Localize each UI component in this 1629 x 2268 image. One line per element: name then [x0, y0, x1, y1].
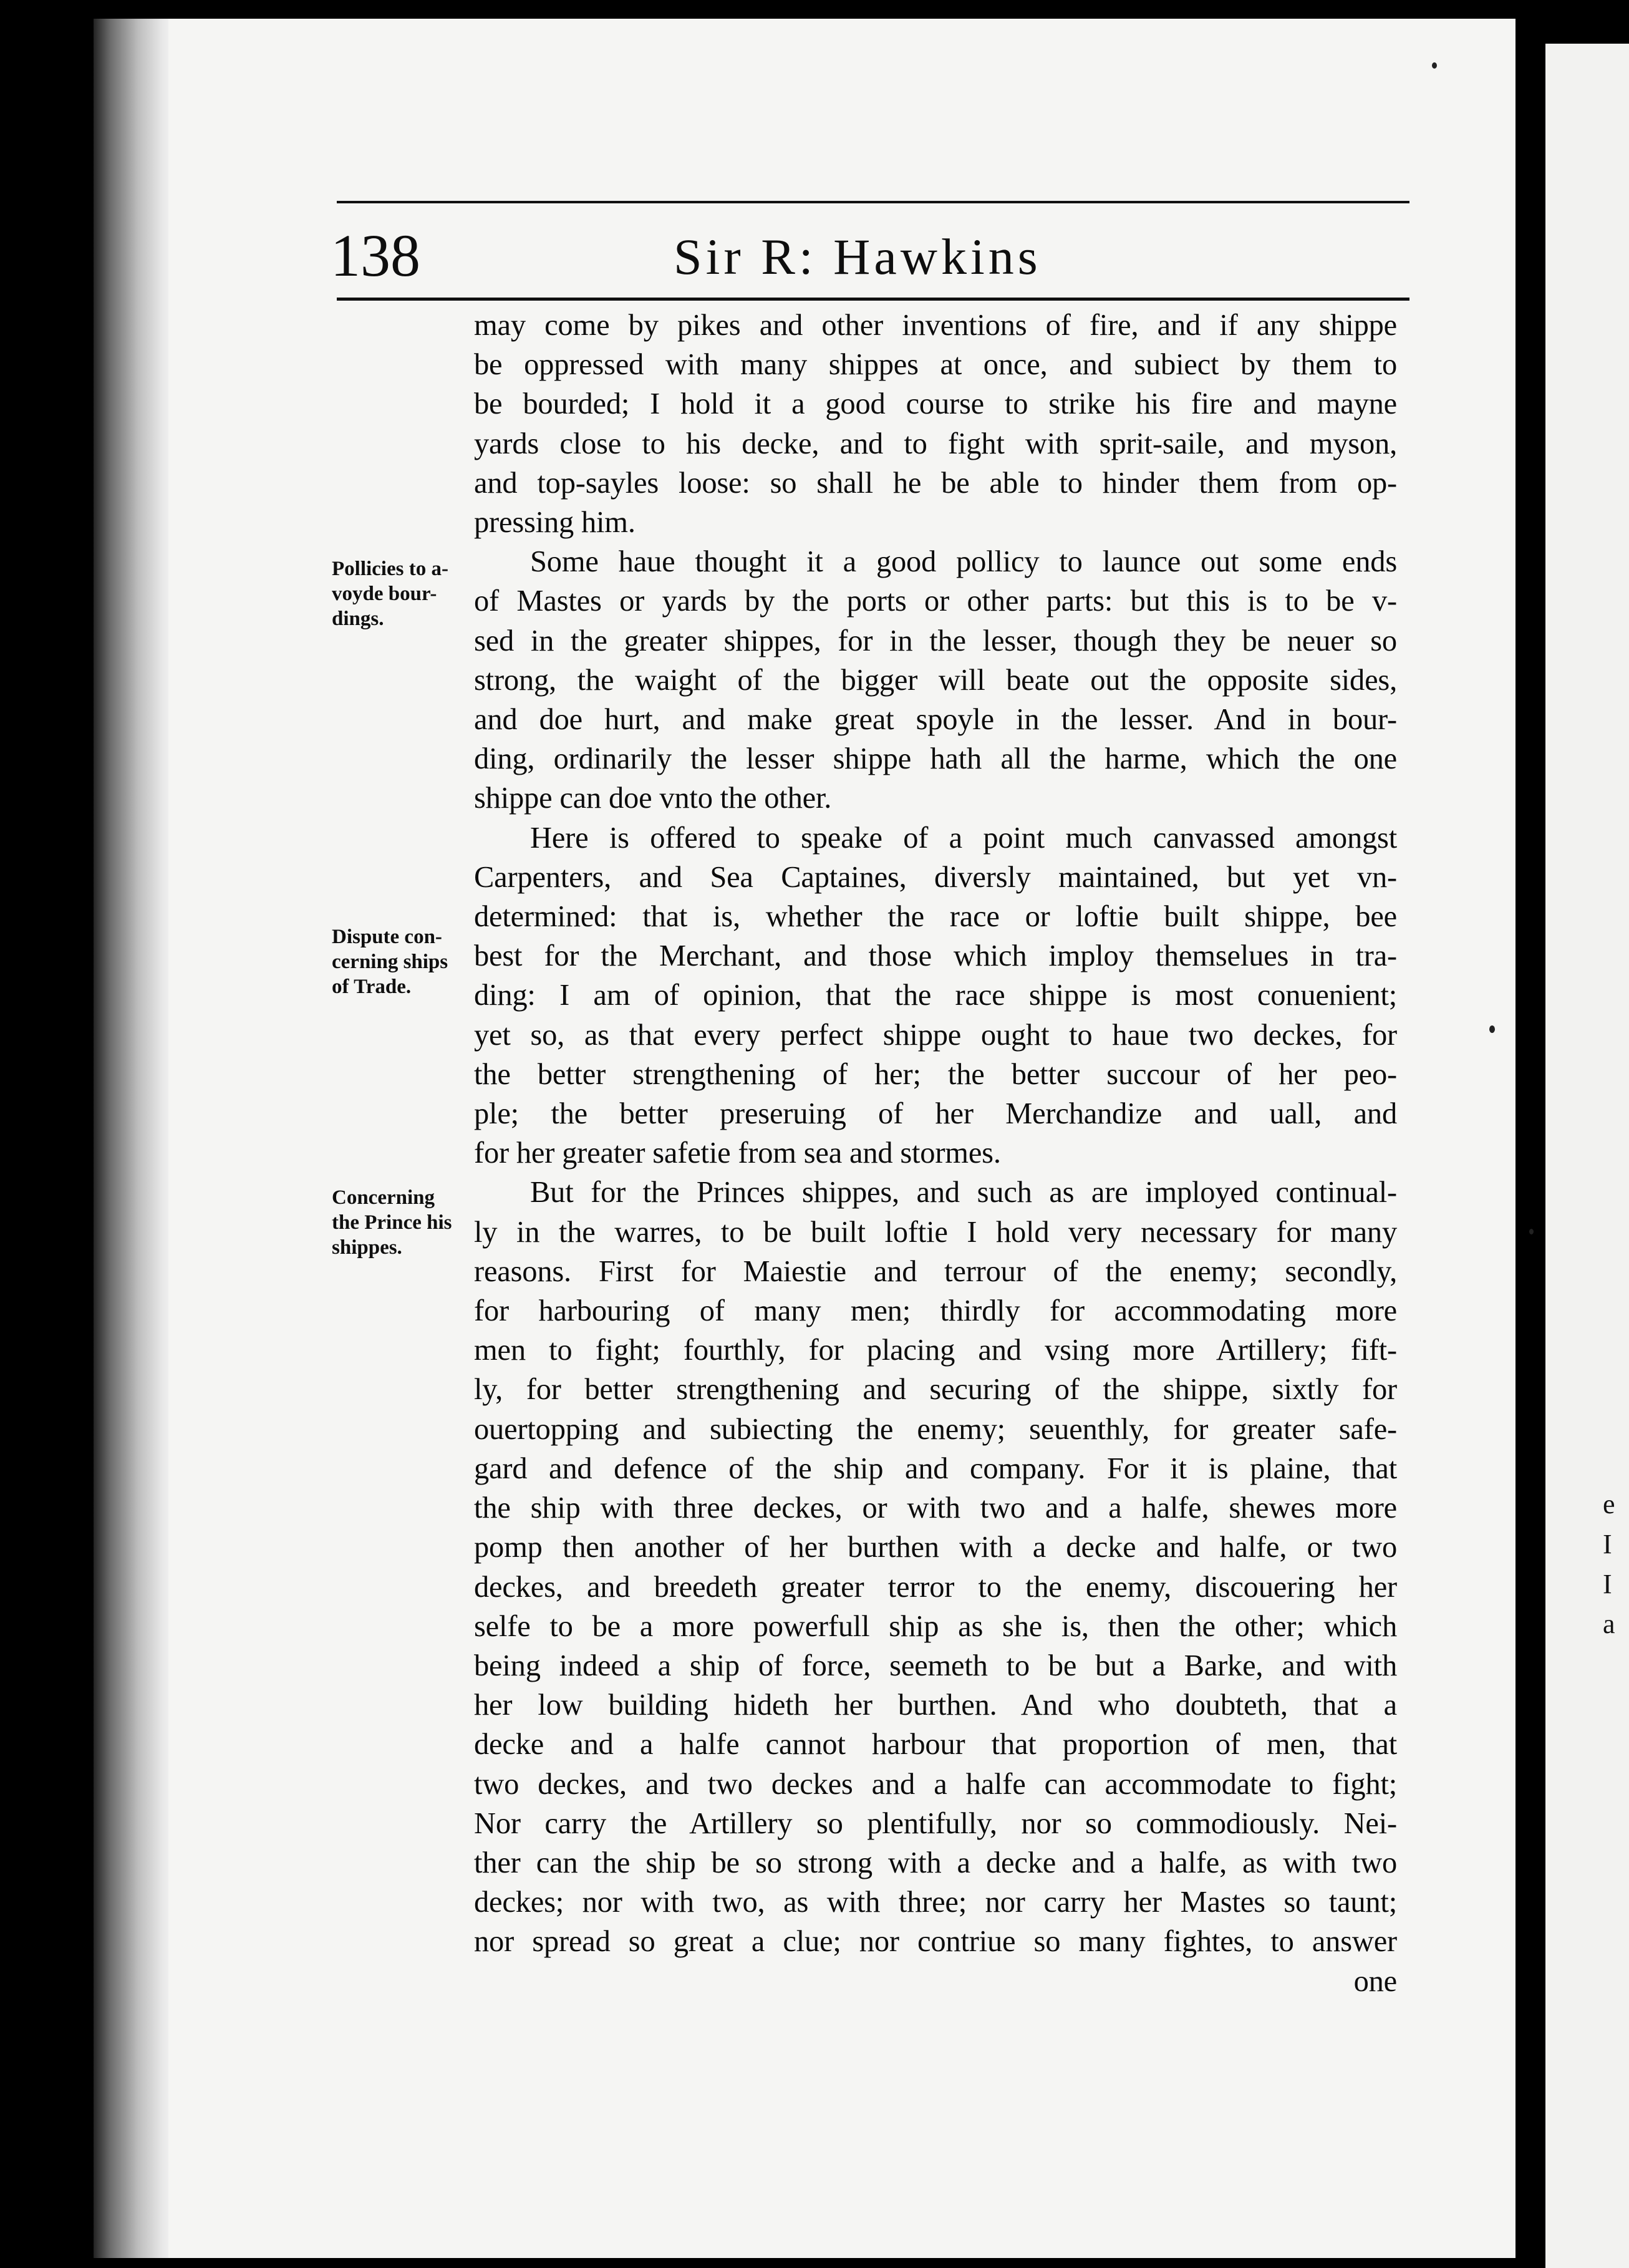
text-line: two deckes, and two deckes and a halfe can accommodate to fight;: [474, 1767, 1397, 1801]
text-line: pomp then another of her burthen with a decke and halfe, or two: [474, 1531, 1397, 1564]
text-line: men to fight; fourthly, for placing and vsing more Artillery; fift-: [474, 1334, 1397, 1367]
text-line: best for the Merchant, and those which imploy themselues in tra-: [474, 939, 1397, 973]
text-line: ly, for better strengthening and securing of the shippe, sixtly for: [474, 1373, 1397, 1407]
text-line: Some haue thought it a good pollicy to launce out some ends: [530, 545, 1397, 579]
ink-speck: [1489, 1025, 1495, 1033]
margin-note-line: Concerning: [332, 1186, 435, 1209]
margin-note-line: shippes.: [332, 1236, 402, 1259]
margin-note-line: the Prince his: [332, 1211, 452, 1234]
text-line: Nor carry the Artillery so plentifully, nor so commodiously. Nei-: [474, 1806, 1397, 1840]
text-line: strong, the waight of the bigger will beate out the opposite sides,: [474, 663, 1397, 697]
text-line: may come by pikes and other inventions of fire, and if any shippe: [474, 309, 1397, 342]
facing-letter: a: [1603, 1609, 1615, 1639]
margin-note-line: dings.: [332, 608, 384, 630]
text-line: Here is offered to speake of a point much canvassed amongst: [530, 821, 1397, 855]
top-rule: [337, 201, 1409, 203]
margin-note-dispute: [332, 924, 448, 999]
ink-speck: [1432, 62, 1437, 69]
facing-page-edge: [1545, 44, 1629, 2268]
text-line: nor spread so great a clue; nor contriue so many fightes, to answer: [474, 1925, 1397, 1959]
text-line: deckes; nor with two, as with three; nor carry her Mastes so taunt;: [474, 1886, 1397, 1919]
text-line: decke and a halfe cannot harbour that proportion of men, that: [474, 1728, 1397, 1762]
text-line: reasons. First for Maiestie and terrour of the enemy; secondly,: [474, 1254, 1397, 1288]
margin-note-line: cerning ships: [332, 951, 448, 973]
text-line: ther can the ship be so strong with a decke and a halfe, as with two: [474, 1846, 1397, 1879]
text-line: for harbouring of many men; thirdly for accommodating more: [474, 1294, 1397, 1328]
text-line: be oppressed with many shippes at once, and subiect by them to: [474, 348, 1397, 382]
page-header: [331, 218, 1160, 293]
text-line: Carpenters, and Sea Captaines, diversly maintained, but yet vn-: [474, 860, 1397, 894]
text-line: shippe can doe vnto the other.: [474, 782, 832, 815]
text-line: deckes, and breedeth greater terror to the enemy, discouering her: [474, 1570, 1397, 1604]
facing-letter: I: [1603, 1529, 1612, 1559]
page-number: 138: [331, 222, 420, 289]
text-line: yards close to his decke, and to fight with sprit-saile, and myson,: [474, 427, 1397, 460]
margin-note-line: Pollicies to a-: [332, 558, 448, 580]
margin-note-concerning: [332, 1185, 452, 1260]
text-line: ple; the better preseruing of her Merchandize and uall, and: [474, 1097, 1397, 1131]
text-line: and top-sayles loose: so shall he be able to hinder them from op-: [474, 466, 1397, 500]
margin-note-pollicies: [332, 556, 448, 631]
text-line: pressing him.: [474, 506, 636, 540]
text-line: sed in the greater shippes, for in the lesser, though they be neuer so: [474, 624, 1397, 657]
text-line: her low building hideth her burthen. And who doubteth, that a: [474, 1689, 1397, 1722]
text-line: ly in the warres, to be built loftie I hold very necessary for many: [474, 1215, 1397, 1249]
running-head: Sir R: Hawkins: [674, 228, 1042, 285]
ink-speck: [1529, 1229, 1534, 1234]
facing-page-fragment: [1603, 1485, 1615, 1644]
text-line: determined: that is, whether the race or loftie built shippe, bee: [474, 900, 1397, 934]
facing-letter: I: [1603, 1569, 1612, 1599]
margin-note-line: voyde bour-: [332, 583, 437, 605]
margin-note-line: of Trade.: [332, 976, 412, 998]
text-line: and doe hurt, and make great spoyle in the lesser. And in bour-: [474, 703, 1397, 737]
text-line: selfe to be a more powerfull ship as she is, then the other; which: [474, 1609, 1397, 1643]
binding-gutter: [94, 19, 175, 2258]
text-line: be bourded; I hold it a good course to strike his fire and mayne: [474, 387, 1397, 421]
text-line: for her greater safetie from sea and stormes.: [474, 1136, 1001, 1170]
body-text: [474, 306, 1397, 2001]
text-line: the better strengthening of her; the better succour of her peo-: [474, 1057, 1397, 1091]
text-line: of Mastes or yards by the ports or other parts: but this is to be v-: [474, 584, 1397, 618]
facing-letter: e: [1603, 1489, 1615, 1519]
text-line: ouertopping and subiecting the enemy; seuenthly, for greater safe-: [474, 1412, 1397, 1446]
text-line: gard and defence of the ship and company. For it is plaine, that: [474, 1451, 1397, 1485]
catchword: one: [1353, 1964, 1397, 1998]
text-line: the ship with three deckes, or with two and a halfe, shewes more: [474, 1491, 1397, 1525]
text-line: being indeed a ship of force, seemeth to be but a Barke, and with: [474, 1649, 1397, 1682]
margin-note-line: Dispute con-: [332, 926, 442, 948]
text-line: ding: I am of opinion, that the race shippe is most conuenient;: [474, 979, 1397, 1012]
text-line: yet so, as that every perfect shippe ought to haue two deckes, for: [474, 1018, 1397, 1052]
text-line: ding, ordinarily the lesser shippe hath all the harme, which the one: [474, 742, 1397, 776]
header-rule: [337, 298, 1409, 301]
text-line: But for the Princes shippes, and such as are imployed continual-: [530, 1176, 1397, 1209]
